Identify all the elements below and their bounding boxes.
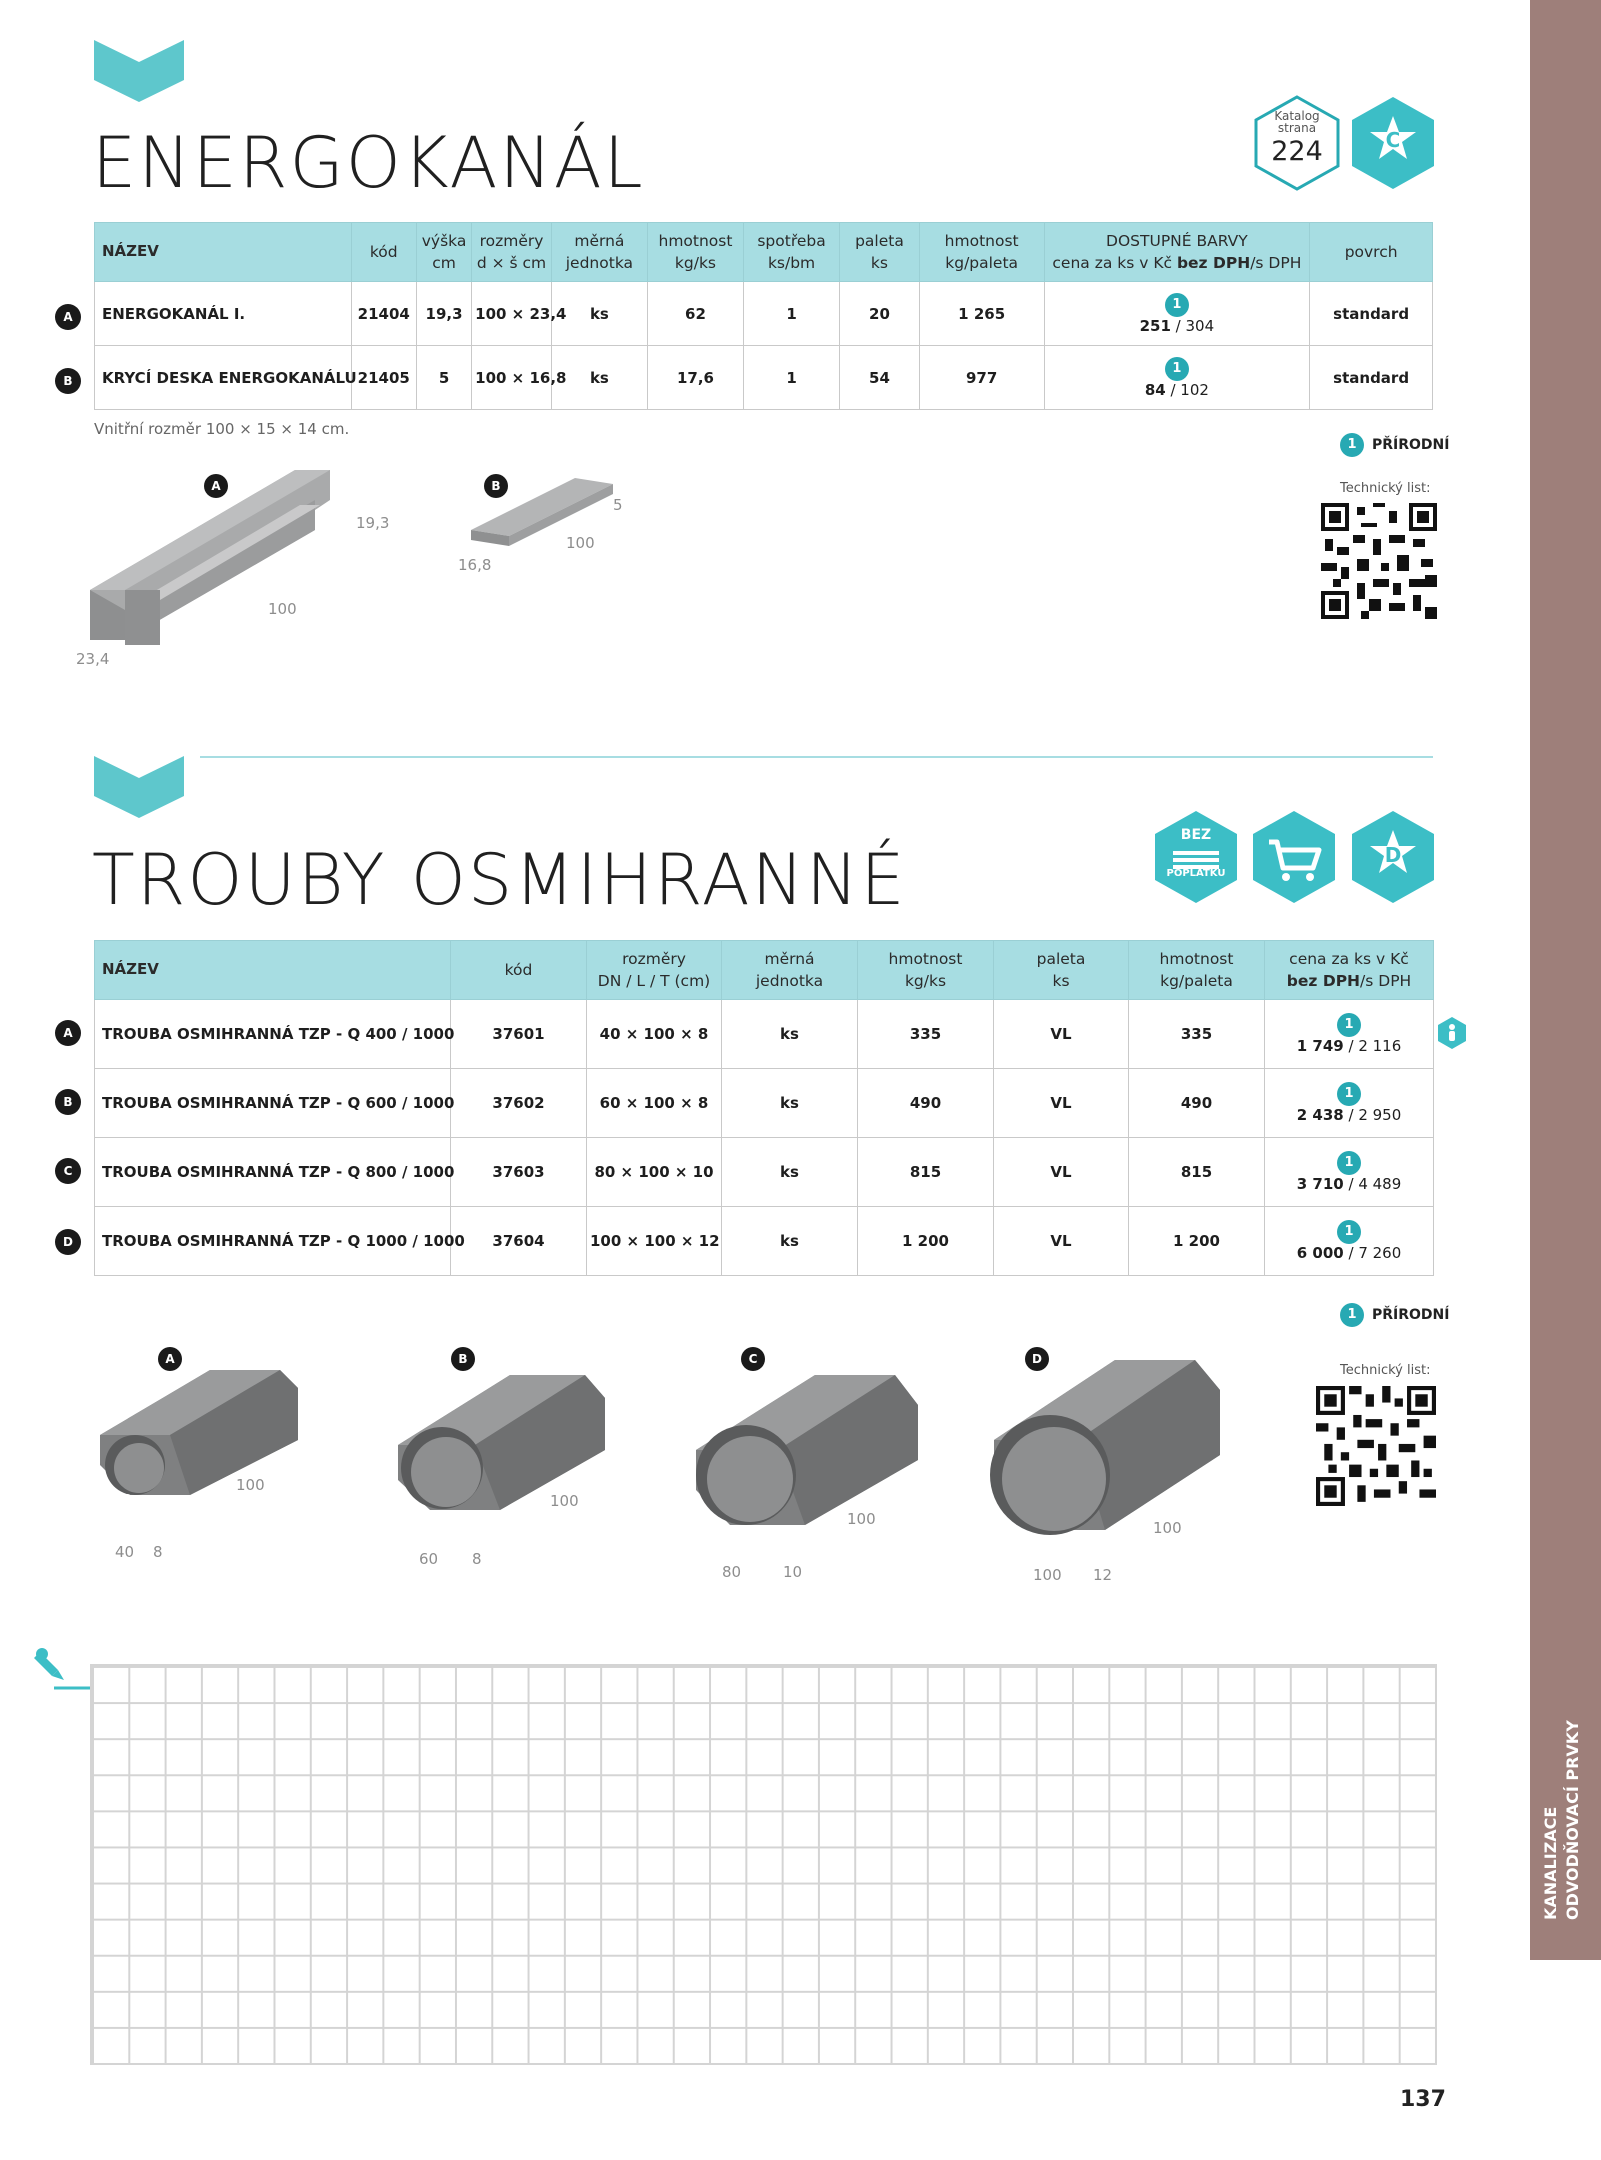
header-pallet: paleta ks (994, 941, 1129, 1000)
header-pallet-weight: hmotnost kg/paleta (919, 223, 1044, 282)
product-dimensions: 40 × 100 × 8 (587, 1000, 722, 1069)
product-table (94, 940, 1434, 1276)
dim-length: 100 (236, 1476, 265, 1494)
page-number: 137 (1400, 2087, 1446, 2112)
table-row (95, 346, 1433, 410)
product-unit: ks (722, 1138, 858, 1207)
row-badge: A (55, 1020, 81, 1046)
table-row (95, 1138, 1434, 1207)
product-weight: 815 (858, 1138, 994, 1207)
product-pallet: 20 (840, 282, 920, 346)
qr-code-icon[interactable] (1321, 503, 1437, 619)
color-dot: 1 (1337, 1082, 1361, 1106)
page-title: ENERGOKANÁL (92, 122, 645, 204)
product-price: 1 251 / 304 (1044, 282, 1310, 346)
product-height: 19,3 (416, 282, 471, 346)
section-title: TROUBY OSMIHRANNÉ (92, 839, 907, 921)
product-name: TROUBA OSMIHRANNÁ TZP - Q 600 / 1000 (95, 1069, 451, 1138)
table-row (95, 282, 1433, 346)
header-pallet: paleta ks (840, 223, 920, 282)
pipe-drawing-b (390, 1350, 620, 1540)
product-unit: ks (722, 1000, 858, 1069)
product-code: 37603 (451, 1138, 587, 1207)
product-weight: 490 (858, 1069, 994, 1138)
dim-diameter: 40 (115, 1543, 135, 1561)
fee-free-label: BEZ POPLATKU (1166, 827, 1226, 879)
person-hex-icon (1437, 1016, 1467, 1050)
product-weight: 1 200 (858, 1207, 994, 1276)
dim-thickness: 12 (1093, 1566, 1113, 1584)
product-name: TROUBA OSMIHRANNÁ TZP - Q 400 / 1000 (95, 1000, 451, 1069)
product-code: 37604 (451, 1207, 587, 1276)
dim-length: 100 (847, 1510, 876, 1528)
channel-drawing (80, 460, 400, 670)
product-pallet-weight: 977 (919, 346, 1044, 410)
header-height: výška cm (416, 223, 471, 282)
color-legend (1340, 1303, 1449, 1327)
section-divider (200, 756, 1433, 758)
catalog-page-number: 224 (1271, 136, 1323, 167)
table-row (95, 1207, 1434, 1276)
product-dimensions: 100 × 23,4 (472, 282, 552, 346)
dim-diameter: 100 (1033, 1566, 1062, 1584)
product-name: KRYCÍ DESKA ENERGOKANÁLU (95, 346, 352, 410)
header-pallet-weight: hmotnost kg/paleta (1129, 941, 1265, 1000)
dim-thickness: 10 (783, 1563, 803, 1581)
header-weight: hmotnost kg/ks (647, 223, 743, 282)
product-code: 21404 (351, 282, 416, 346)
product-code: 21405 (351, 346, 416, 410)
product-unit: ks (722, 1069, 858, 1138)
pencil-icon (34, 1646, 90, 1696)
product-weight: 17,6 (647, 346, 743, 410)
tech-sheet-label: Technický list: (1340, 1363, 1431, 1378)
product-weight: 335 (858, 1000, 994, 1069)
table-row (95, 1069, 1434, 1138)
product-pallet: 54 (840, 346, 920, 410)
product-pallet: VL (994, 1069, 1129, 1138)
dim-width: 16,8 (458, 556, 492, 574)
header-code: kód (451, 941, 587, 1000)
color-dot: 1 (1337, 1013, 1361, 1037)
chevron-icon (94, 756, 184, 818)
color-dot: 1 (1340, 1303, 1364, 1327)
inner-dimension-note: Vnitřní rozměr 100 × 15 × 14 cm. (94, 420, 350, 438)
product-consumption: 1 (744, 346, 840, 410)
product-name: ENERGOKANÁL I. (95, 282, 352, 346)
product-price: 1 3 710 / 4 489 (1265, 1138, 1434, 1207)
dim-length: 100 (1153, 1519, 1182, 1537)
dim-diameter: 60 (419, 1550, 439, 1568)
drawing-badge: D (1025, 1347, 1049, 1371)
tech-sheet-label: Technický list: (1340, 481, 1431, 496)
product-price: 1 1 749 / 2 116 (1265, 1000, 1434, 1069)
product-price: 1 6 000 / 7 260 (1265, 1207, 1434, 1276)
dim-diameter: 80 (722, 1563, 742, 1581)
dim-length: 100 (566, 534, 595, 552)
product-unit: ks (551, 346, 647, 410)
product-code: 37601 (451, 1000, 587, 1069)
color-dot: 1 (1337, 1151, 1361, 1175)
product-dimensions: 60 × 100 × 8 (587, 1069, 722, 1138)
color-dot: 1 (1165, 357, 1189, 381)
color-dot: 1 (1340, 433, 1364, 457)
header-dimensions: rozměry DN / L / T (cm) (587, 941, 722, 1000)
product-pallet: VL (994, 1138, 1129, 1207)
row-badge: B (55, 1089, 81, 1115)
product-surface: standard (1310, 346, 1433, 410)
product-dimensions: 100 × 16,8 (472, 346, 552, 410)
notes-grid[interactable] (90, 1664, 1437, 2065)
qr-code-icon[interactable] (1316, 1386, 1436, 1506)
product-pallet: VL (994, 1000, 1129, 1069)
product-pallet: VL (994, 1207, 1129, 1276)
color-dot: 1 (1165, 293, 1189, 317)
drawing-badge: B (484, 474, 508, 498)
color-dot: 1 (1337, 1220, 1361, 1244)
header-name: NÁZEV (95, 223, 352, 282)
header-consumption: spotřeba ks/bm (744, 223, 840, 282)
pipe-drawing-d (990, 1340, 1230, 1565)
product-unit: ks (551, 282, 647, 346)
product-name: TROUBA OSMIHRANNÁ TZP - Q 1000 / 1000 (95, 1207, 451, 1276)
product-code: 37602 (451, 1069, 587, 1138)
dim-height: 19,3 (356, 514, 390, 532)
product-pallet-weight: 335 (1129, 1000, 1265, 1069)
product-weight: 62 (647, 282, 743, 346)
product-table (94, 222, 1433, 410)
row-badge: D (55, 1229, 81, 1255)
pipe-drawing-c (690, 1350, 930, 1560)
row-badge: B (55, 368, 81, 394)
drawing-badge: B (451, 1347, 475, 1371)
sidebar-tab (1530, 0, 1601, 1960)
header-surface: povrch (1310, 223, 1433, 282)
product-surface: standard (1310, 282, 1433, 346)
product-price: 1 2 438 / 2 950 (1265, 1069, 1434, 1138)
product-consumption: 1 (744, 282, 840, 346)
dim-thickness: 8 (472, 1550, 482, 1568)
header-unit: měrná jednotka (722, 941, 858, 1000)
product-pallet-weight: 1 200 (1129, 1207, 1265, 1276)
category-letter: C (1385, 128, 1401, 152)
color-legend (1340, 433, 1449, 457)
table-row (95, 1000, 1434, 1069)
header-name: NÁZEV (95, 941, 451, 1000)
category-letter: D (1384, 843, 1402, 867)
product-dimensions: 100 × 100 × 12 (587, 1207, 722, 1276)
header-dimensions: rozměry d × š cm (472, 223, 552, 282)
dim-thickness: 8 (153, 1543, 163, 1561)
product-unit: ks (722, 1207, 858, 1276)
product-dimensions: 80 × 100 × 10 (587, 1138, 722, 1207)
product-height: 5 (416, 346, 471, 410)
product-name: TROUBA OSMIHRANNÁ TZP - Q 800 / 1000 (95, 1138, 451, 1207)
product-pallet-weight: 1 265 (919, 282, 1044, 346)
drawing-badge: A (204, 474, 228, 498)
dim-length: 100 (550, 1492, 579, 1510)
drawing-badge: A (158, 1347, 182, 1371)
header-unit: měrná jednotka (551, 223, 647, 282)
header-weight: hmotnost kg/ks (858, 941, 994, 1000)
legend-label: PŘÍRODNÍ (1372, 437, 1450, 453)
row-badge: C (55, 1158, 81, 1184)
drawing-badge: C (741, 1347, 765, 1371)
dim-width: 23,4 (76, 650, 110, 668)
header-colors: DOSTUPNÉ BARVY cena za ks v Kč bez DPH/s DPH (1044, 223, 1310, 282)
chevron-icon (94, 40, 184, 102)
product-pallet-weight: 490 (1129, 1069, 1265, 1138)
legend-label: PŘÍRODNÍ (1372, 1307, 1450, 1323)
product-pallet-weight: 815 (1129, 1138, 1265, 1207)
catalog-label: Katalog strana (1274, 109, 1320, 135)
sidebar-label: KANALIZACE ODVODŇOVACÍ PRVKY (1541, 1720, 1582, 1920)
row-badge: A (55, 304, 81, 330)
dim-thickness: 5 (613, 496, 623, 514)
shopping-cart-icon (1249, 808, 1339, 906)
header-code: kód (351, 223, 416, 282)
dim-length: 100 (268, 600, 297, 618)
product-price: 1 84 / 102 (1044, 346, 1310, 410)
pipe-drawing-a (90, 1340, 310, 1530)
header-price: cena za ks v Kč bez DPH/s DPH (1265, 941, 1434, 1000)
